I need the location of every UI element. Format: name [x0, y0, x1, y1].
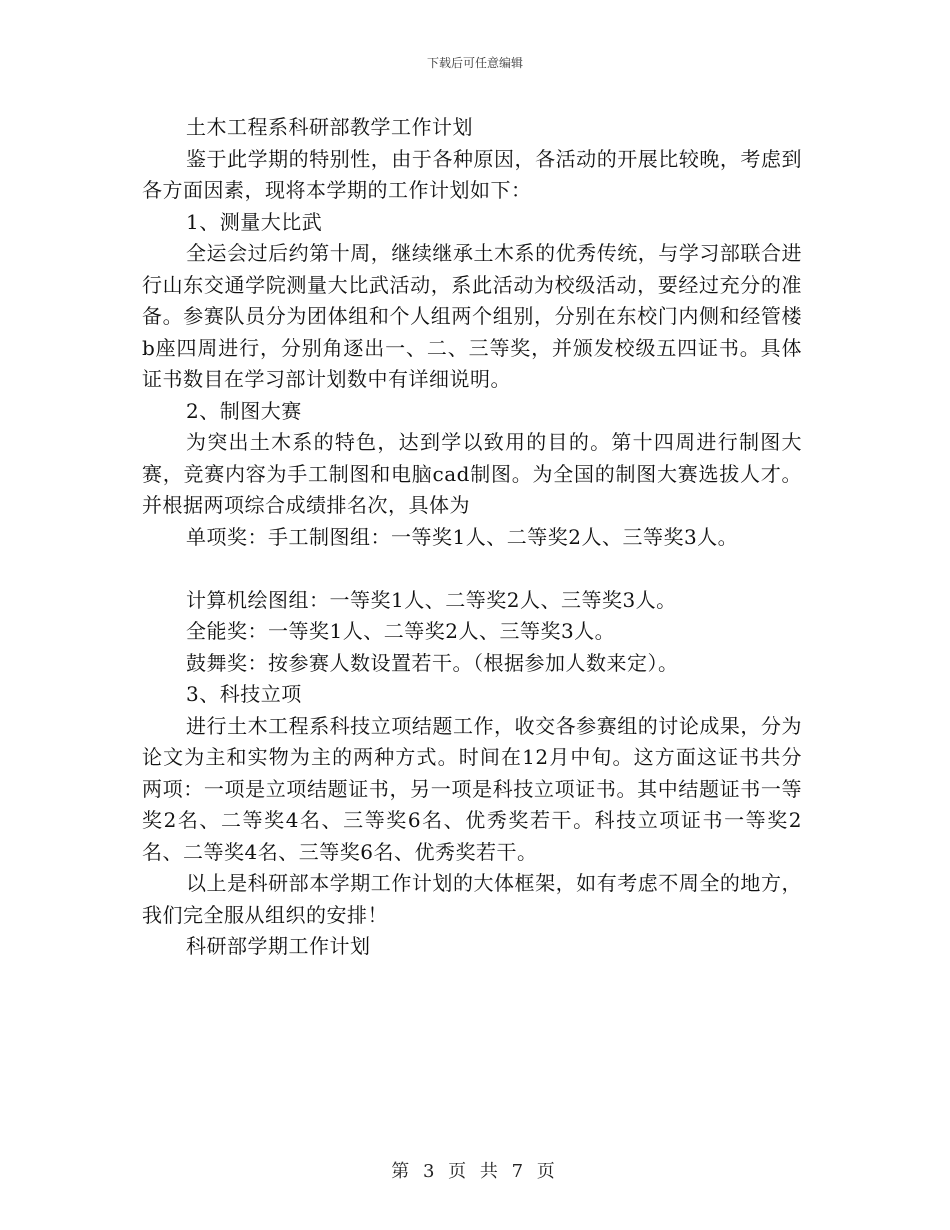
page-number-footer: 第 3 页 共 7 页: [391, 1161, 559, 1182]
drawing-contest-paragraph: 为突出土木系的特色，达到学以致用的目的。第十四周进行制图大赛，竞赛内容为手工制图和电脑cad制图。为全国的制图大赛选拔人才。并根据两项综合成绩排名次，具体为: [142, 430, 802, 517]
next-section-title: 科研部学期工作计划: [186, 934, 371, 958]
tech-projects-paragraph: 进行土木工程系科技立项结题工作，收交各参赛组的讨论成果，分为论文为主和实物为主的两种方式。时间在12月中旬。这方面这证书共分两项：一项是立项结题证书，另一项是科技立项证书。其中结题证书一等奖2名、二等奖4名、三等奖6名、优秀奖若干。科技立项证书一等奖2名、二等奖4名、三等奖6名、优秀奖若干。: [142, 713, 802, 864]
section-heading-tech-projects: 3、科技立项: [186, 682, 302, 706]
document-body: [142, 112, 802, 963]
page-header-note: 下载后可任意编辑: [426, 56, 523, 70]
document-title: 土木工程系科研部教学工作计划: [186, 115, 473, 139]
closing-paragraph: 以上是科研部本学期工作计划的大体框架，如有考虑不周全的地方，我们完全服从组织的安排！: [142, 871, 802, 927]
intro-paragraph: 鉴于此学期的特别性，由于各种原因，各活动的开展比较晚，考虑到各方面因素，现将本学期的工作计划如下：: [142, 146, 802, 202]
award-computer-drawing: 计算机绘图组：一等奖1人、二等奖2人、三等奖3人。: [186, 587, 677, 612]
survey-contest-paragraph: 全运会过后约第十周，继续继承土木系的优秀传统，与学习部联合进行山东交通学院测量大比武活动，系此活动为校级活动，要经过充分的准备。参赛队员分为团体组和个人组两个组别，分别在东校门内侧和经管楼b座四周进行，分别角逐出一、二、三等奖，并颁发校级五四证书。具体证书数目在学习部计划数中有详细说明。: [142, 241, 802, 391]
section-heading-drawing-contest: 2、制图大赛: [186, 398, 302, 423]
award-single-item: 单项奖：手工制图组：一等奖1人、二等奖2人、三等奖3人。: [186, 524, 739, 549]
award-all-round: 全能奖：一等奖1人、二等奖2人、三等奖3人。: [186, 619, 616, 643]
section-heading-survey-contest: 1、测量大比武: [186, 209, 323, 234]
award-encouragement: 鼓舞奖：按参赛人数设置若干。（根据参加人数来定）。: [186, 650, 679, 675]
